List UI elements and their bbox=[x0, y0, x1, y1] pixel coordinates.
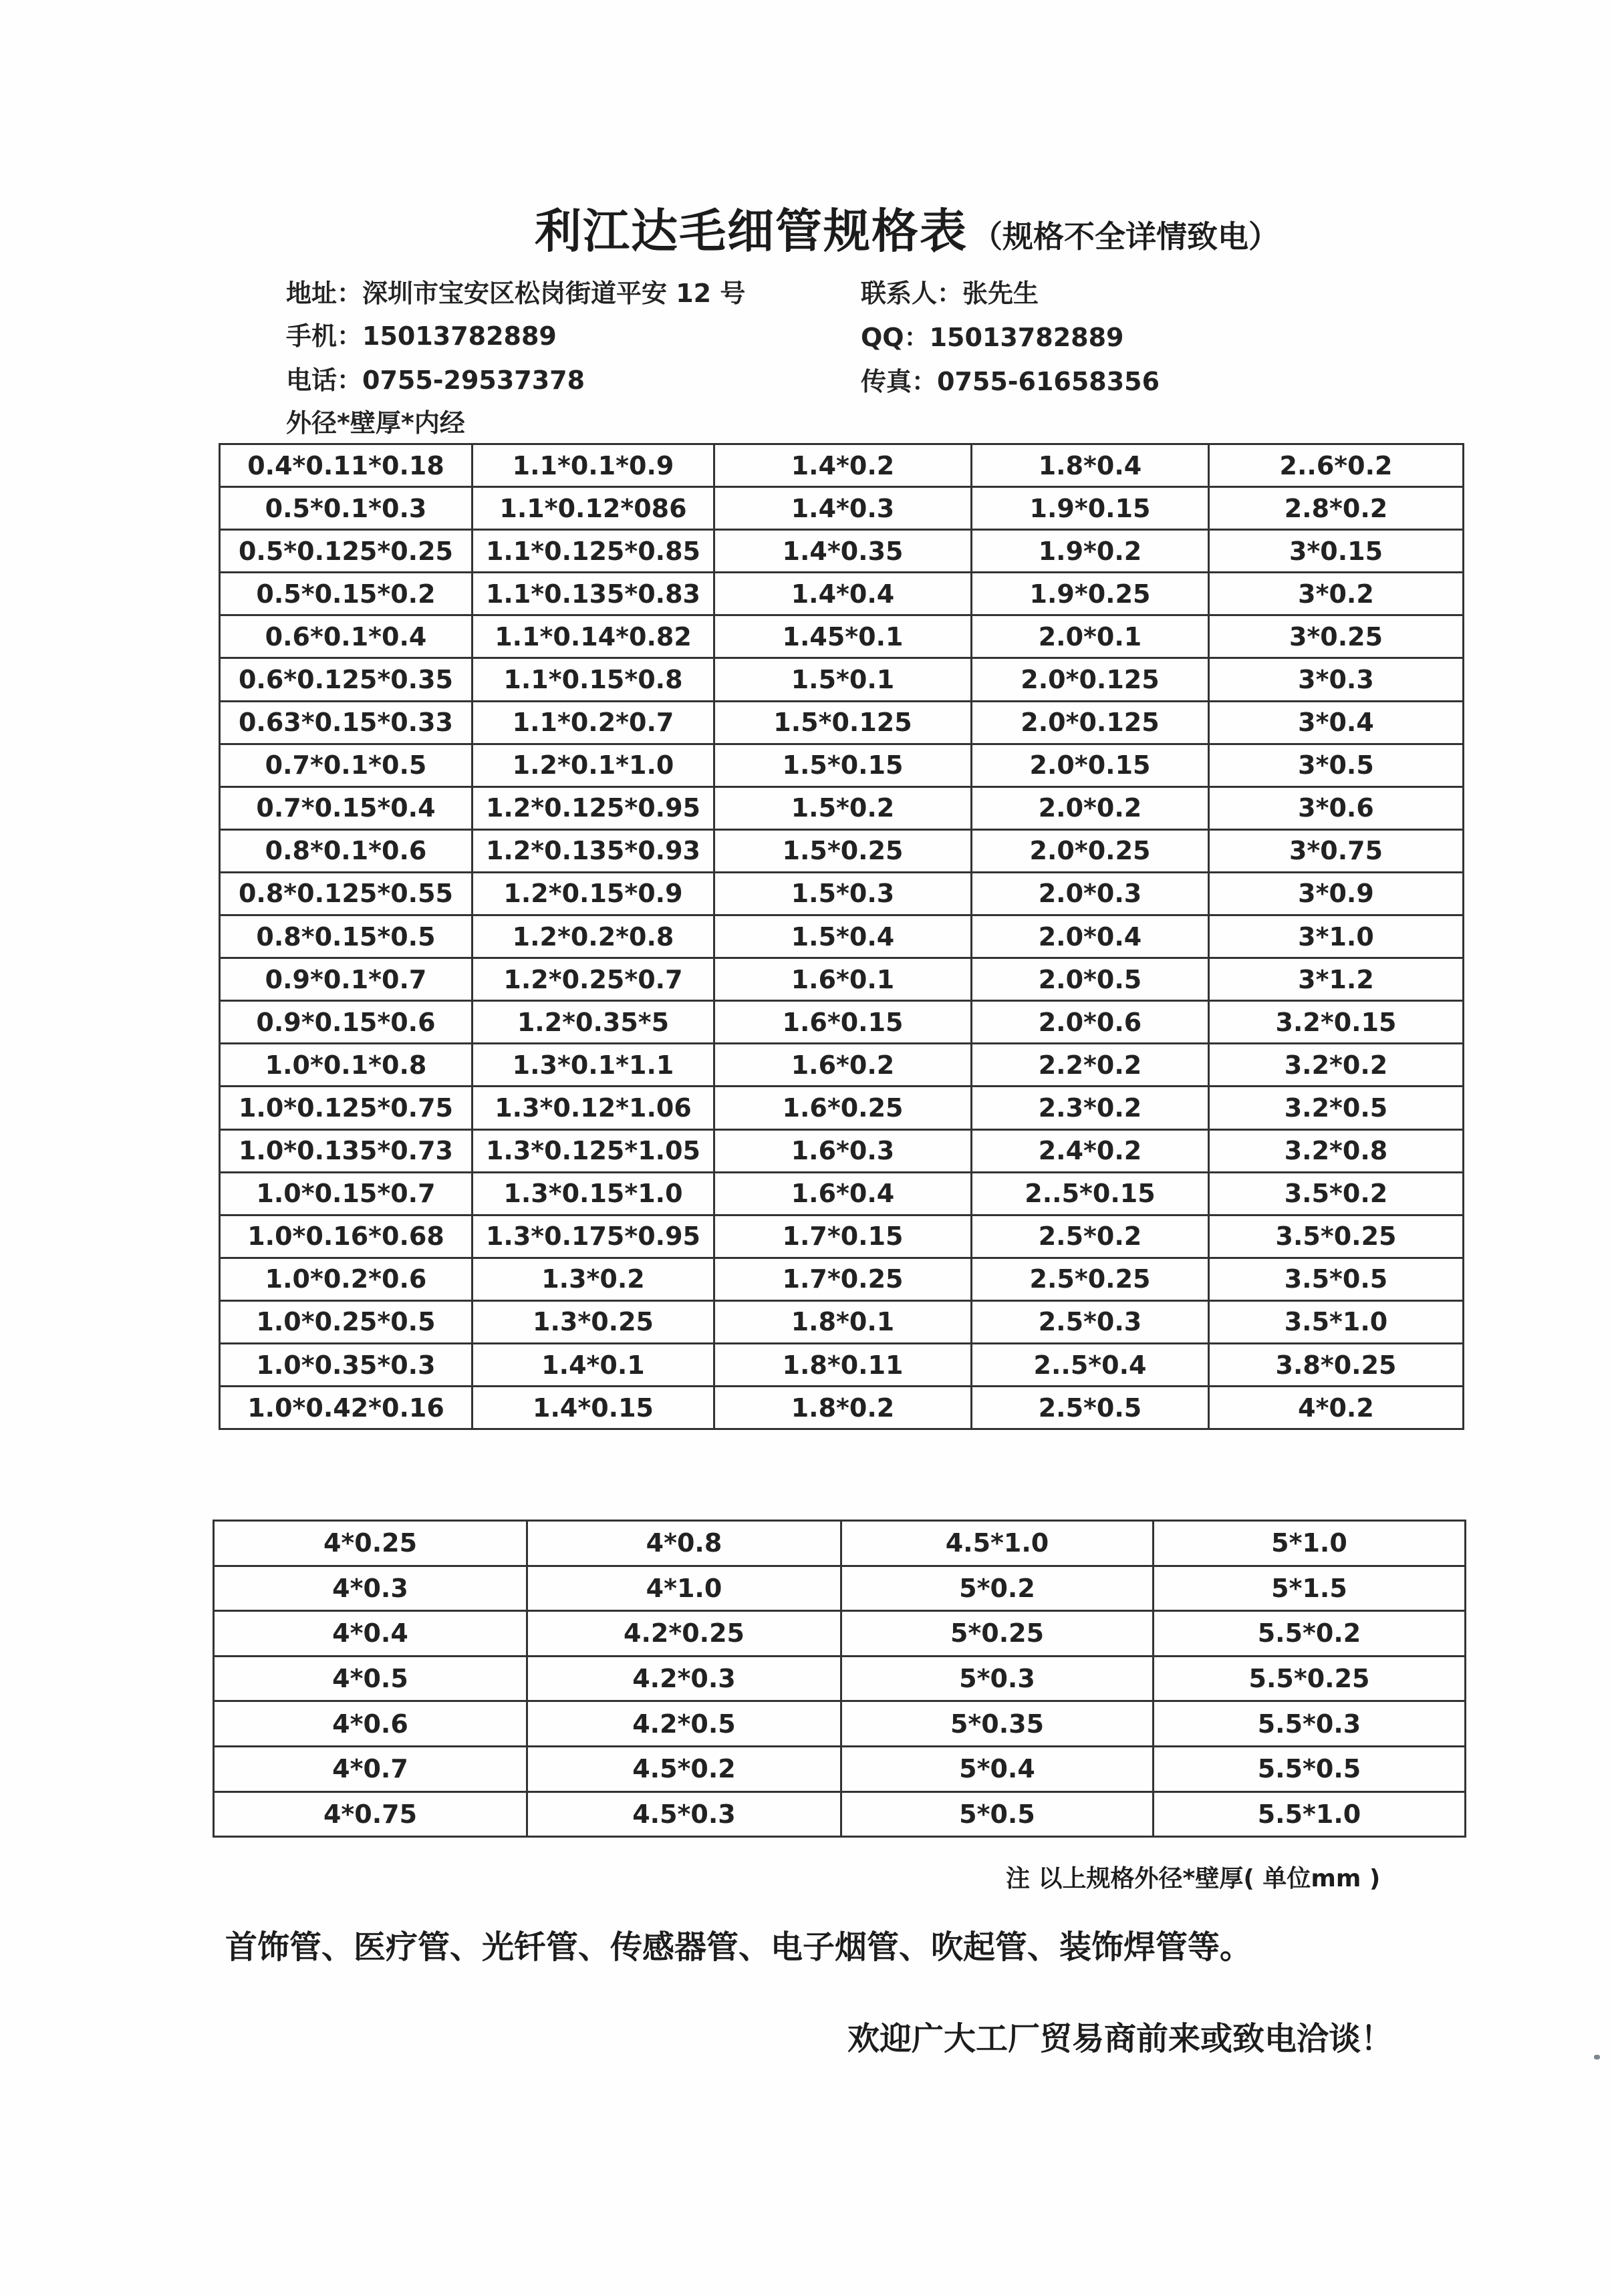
table-cell: 1.1*0.15*0.8 bbox=[473, 658, 714, 701]
qq-text: QQ：15013782889 bbox=[861, 323, 1124, 352]
table-cell: 1.2*0.25*0.7 bbox=[473, 958, 714, 1001]
table-cell: 1.8*0.2 bbox=[714, 1387, 972, 1429]
table-cell: 3.5*0.25 bbox=[1209, 1215, 1464, 1258]
table-caption: 外径*壁厚*内经 bbox=[286, 408, 465, 438]
table-cell: 1.4*0.1 bbox=[473, 1343, 714, 1386]
table-cell: 3.5*0.2 bbox=[1209, 1172, 1464, 1215]
table-cell: 1.2*0.135*0.93 bbox=[473, 829, 714, 872]
table-cell: 3*0.5 bbox=[1209, 744, 1464, 786]
table-cell: 2.0*0.15 bbox=[972, 744, 1209, 786]
table-cell: 4*0.3 bbox=[214, 1566, 527, 1611]
table-cell: 1.3*0.2 bbox=[473, 1258, 714, 1300]
fax-text: 传真：0755-61658356 bbox=[861, 367, 1160, 396]
table-cell: 1.4*0.3 bbox=[714, 487, 972, 530]
table-cell: 5*1.0 bbox=[1154, 1521, 1466, 1566]
table-cell: 1.4*0.15 bbox=[473, 1387, 714, 1429]
table-row bbox=[220, 1215, 1464, 1258]
table-cell: 1.5*0.3 bbox=[714, 872, 972, 915]
phone-text: 电话：0755-29537378 bbox=[286, 366, 585, 395]
table-cell: 1.9*0.15 bbox=[972, 487, 1209, 530]
table-cell: 2.0*0.1 bbox=[972, 615, 1209, 658]
table-cell: 0.8*0.1*0.6 bbox=[220, 829, 473, 872]
table-cell: 5.5*0.2 bbox=[1154, 1611, 1466, 1657]
table-cell: 1.3*0.125*1.05 bbox=[473, 1129, 714, 1172]
product-types: 首饰管、医疗管、光钎管、传感器管、电子烟管、吹起管、装饰焊管等。 bbox=[225, 1928, 1252, 1966]
table-row bbox=[220, 701, 1464, 744]
table-cell: 3.5*1.0 bbox=[1209, 1300, 1464, 1343]
table-cell: 1.4*0.35 bbox=[714, 530, 972, 573]
table-cell: 2..5*0.4 bbox=[972, 1343, 1209, 1386]
table-row bbox=[220, 1300, 1464, 1343]
table-cell: 1.1*0.135*0.83 bbox=[473, 573, 714, 615]
table-cell: 1.3*0.12*1.06 bbox=[473, 1087, 714, 1129]
table-row bbox=[220, 658, 1464, 701]
table-row bbox=[220, 829, 1464, 872]
table-cell: 2.0*0.3 bbox=[972, 872, 1209, 915]
table-cell: 1.5*0.4 bbox=[714, 915, 972, 958]
table-cell: 1.2*0.2*0.8 bbox=[473, 915, 714, 958]
table-row bbox=[214, 1611, 1466, 1657]
table-cell: 3.2*0.15 bbox=[1209, 1001, 1464, 1044]
table-cell: 0.9*0.15*0.6 bbox=[220, 1001, 473, 1044]
table-cell: 2..5*0.15 bbox=[972, 1172, 1209, 1215]
table-cell: 3*1.2 bbox=[1209, 958, 1464, 1001]
table-cell: 2.5*0.3 bbox=[972, 1300, 1209, 1343]
table-cell: 1.0*0.35*0.3 bbox=[220, 1343, 473, 1386]
table-cell: 5.5*0.25 bbox=[1154, 1656, 1466, 1701]
table-cell: 1.2*0.35*5 bbox=[473, 1001, 714, 1044]
table-cell: 1.5*0.2 bbox=[714, 786, 972, 829]
table-cell: 0.8*0.125*0.55 bbox=[220, 872, 473, 915]
table-cell: 0.6*0.1*0.4 bbox=[220, 615, 473, 658]
table-row bbox=[220, 872, 1464, 915]
table-cell: 4.2*0.25 bbox=[527, 1611, 841, 1657]
table-cell: 1.3*0.15*1.0 bbox=[473, 1172, 714, 1215]
table-cell: 1.1*0.125*0.85 bbox=[473, 530, 714, 573]
table-row bbox=[214, 1566, 1466, 1611]
table-cell: 4*0.4 bbox=[214, 1611, 527, 1657]
table-cell: 4.5*0.3 bbox=[527, 1791, 841, 1837]
table-cell: 1.6*0.2 bbox=[714, 1044, 972, 1087]
table-cell: 0.5*0.15*0.2 bbox=[220, 573, 473, 615]
spec-table-large-body bbox=[214, 1521, 1466, 1837]
table-cell: 1.0*0.125*0.75 bbox=[220, 1087, 473, 1129]
table-row bbox=[220, 487, 1464, 530]
page-title: 利江达毛细管规格表 bbox=[535, 204, 968, 259]
table-cell: 1.7*0.15 bbox=[714, 1215, 972, 1258]
table-cell: 4.5*0.2 bbox=[527, 1746, 841, 1791]
table-cell: 1.1*0.1*0.9 bbox=[473, 444, 714, 487]
table-row bbox=[220, 958, 1464, 1001]
table-cell: 0.7*0.15*0.4 bbox=[220, 786, 473, 829]
table-row bbox=[220, 1044, 1464, 1087]
table-row bbox=[220, 615, 1464, 658]
table-cell: 4*0.7 bbox=[214, 1746, 527, 1791]
contact-person-text: 联系人：张先生 bbox=[861, 279, 1039, 308]
table-cell: 1.1*0.12*086 bbox=[473, 487, 714, 530]
table-cell: 3*0.25 bbox=[1209, 615, 1464, 658]
table-cell: 4.2*0.3 bbox=[527, 1656, 841, 1701]
table-cell: 5*0.3 bbox=[841, 1656, 1154, 1701]
table-cell: 4.5*1.0 bbox=[841, 1521, 1154, 1566]
table-cell: 0.5*0.1*0.3 bbox=[220, 487, 473, 530]
table-cell: 2.5*0.25 bbox=[972, 1258, 1209, 1300]
table-row bbox=[220, 1172, 1464, 1215]
table-cell: 3*0.3 bbox=[1209, 658, 1464, 701]
table-row bbox=[220, 1001, 1464, 1044]
table-cell: 1.6*0.15 bbox=[714, 1001, 972, 1044]
table-cell: 4*0.2 bbox=[1209, 1387, 1464, 1429]
table-row bbox=[220, 786, 1464, 829]
table-cell: 4*0.5 bbox=[214, 1656, 527, 1701]
table-cell: 1.4*0.2 bbox=[714, 444, 972, 487]
spec-table-main bbox=[219, 443, 1464, 1430]
table-cell: 5*0.2 bbox=[841, 1566, 1154, 1611]
table-cell: 0.5*0.125*0.25 bbox=[220, 530, 473, 573]
table-cell: 2.5*0.2 bbox=[972, 1215, 1209, 1258]
table-cell: 1.8*0.4 bbox=[972, 444, 1209, 487]
table-cell: 1.0*0.25*0.5 bbox=[220, 1300, 473, 1343]
table-cell: 1.0*0.1*0.8 bbox=[220, 1044, 473, 1087]
table-cell: 4*0.25 bbox=[214, 1521, 527, 1566]
table-row bbox=[220, 1343, 1464, 1386]
table-cell: 0.63*0.15*0.33 bbox=[220, 701, 473, 744]
table-row bbox=[220, 530, 1464, 573]
table-cell: 1.6*0.1 bbox=[714, 958, 972, 1001]
table-cell: 0.6*0.125*0.35 bbox=[220, 658, 473, 701]
table-cell: 1.3*0.25 bbox=[473, 1300, 714, 1343]
table-cell: 1.8*0.1 bbox=[714, 1300, 972, 1343]
table-cell: 0.7*0.1*0.5 bbox=[220, 744, 473, 786]
table-cell: 0.4*0.11*0.18 bbox=[220, 444, 473, 487]
mobile-text: 手机：15013782889 bbox=[286, 321, 557, 351]
table-cell: 2..6*0.2 bbox=[1209, 444, 1464, 487]
table-row bbox=[220, 744, 1464, 786]
table-cell: 3*1.0 bbox=[1209, 915, 1464, 958]
table-cell: 1.4*0.4 bbox=[714, 573, 972, 615]
welcome-message: 欢迎广大工厂贸易商前来或致电洽谈！ bbox=[847, 2020, 1393, 2057]
table-cell: 1.1*0.2*0.7 bbox=[473, 701, 714, 744]
table-cell: 5*0.4 bbox=[841, 1746, 1154, 1791]
table-cell: 5*0.35 bbox=[841, 1701, 1154, 1747]
table-cell: 3.2*0.8 bbox=[1209, 1129, 1464, 1172]
table-row bbox=[214, 1746, 1466, 1791]
table-cell: 2.0*0.2 bbox=[972, 786, 1209, 829]
table-row bbox=[214, 1656, 1466, 1701]
table-cell: 1.3*0.1*1.1 bbox=[473, 1044, 714, 1087]
table-cell: 2.0*0.125 bbox=[972, 658, 1209, 701]
table-cell: 1.45*0.1 bbox=[714, 615, 972, 658]
table-cell: 2.0*0.5 bbox=[972, 958, 1209, 1001]
table-cell: 1.0*0.15*0.7 bbox=[220, 1172, 473, 1215]
spec-table-main-body bbox=[220, 444, 1464, 1429]
table-cell: 2.0*0.6 bbox=[972, 1001, 1209, 1044]
table-row bbox=[214, 1521, 1466, 1566]
table-cell: 2.5*0.5 bbox=[972, 1387, 1209, 1429]
table-row bbox=[220, 1387, 1464, 1429]
table-cell: 1.9*0.2 bbox=[972, 530, 1209, 573]
table-cell: 1.6*0.4 bbox=[714, 1172, 972, 1215]
table-cell: 3*0.2 bbox=[1209, 573, 1464, 615]
spec-table-large bbox=[213, 1520, 1466, 1838]
table-row bbox=[220, 1087, 1464, 1129]
table-cell: 5.5*0.3 bbox=[1154, 1701, 1466, 1747]
table-cell: 3.8*0.25 bbox=[1209, 1343, 1464, 1386]
table-cell: 2.2*0.2 bbox=[972, 1044, 1209, 1087]
table-cell: 3*0.6 bbox=[1209, 786, 1464, 829]
table-cell: 2.0*0.4 bbox=[972, 915, 1209, 958]
table-cell: 2.3*0.2 bbox=[972, 1087, 1209, 1129]
table-row bbox=[214, 1791, 1466, 1837]
table-cell: 1.6*0.3 bbox=[714, 1129, 972, 1172]
table-cell: 3*0.9 bbox=[1209, 872, 1464, 915]
table-cell: 4*0.6 bbox=[214, 1701, 527, 1747]
table-cell: 3.2*0.5 bbox=[1209, 1087, 1464, 1129]
table-cell: 5*0.5 bbox=[841, 1791, 1154, 1837]
table-cell: 3*0.75 bbox=[1209, 829, 1464, 872]
table-cell: 3*0.15 bbox=[1209, 530, 1464, 573]
table-cell: 1.0*0.16*0.68 bbox=[220, 1215, 473, 1258]
table-cell: 1.1*0.14*0.82 bbox=[473, 615, 714, 658]
table-cell: 4*0.8 bbox=[527, 1521, 841, 1566]
table-cell: 3.2*0.2 bbox=[1209, 1044, 1464, 1087]
table-cell: 1.6*0.25 bbox=[714, 1087, 972, 1129]
table-cell: 1.8*0.11 bbox=[714, 1343, 972, 1386]
table-row bbox=[220, 915, 1464, 958]
table-row bbox=[220, 573, 1464, 615]
table-cell: 1.0*0.2*0.6 bbox=[220, 1258, 473, 1300]
title-row bbox=[535, 194, 1279, 261]
table-cell: 1.5*0.125 bbox=[714, 701, 972, 744]
table-cell: 1.5*0.15 bbox=[714, 744, 972, 786]
table-cell: 1.2*0.125*0.95 bbox=[473, 786, 714, 829]
table-cell: 5*1.5 bbox=[1154, 1566, 1466, 1611]
table-cell: 1.2*0.15*0.9 bbox=[473, 872, 714, 915]
table-cell: 3*0.4 bbox=[1209, 701, 1464, 744]
scan-speck bbox=[1594, 2055, 1600, 2059]
table-cell: 1.5*0.1 bbox=[714, 658, 972, 701]
table-cell: 0.8*0.15*0.5 bbox=[220, 915, 473, 958]
table-cell: 4*1.0 bbox=[527, 1566, 841, 1611]
address-text: 地址：深圳市宝安区松岗街道平安 12 号 bbox=[286, 279, 746, 308]
table-cell: 1.2*0.1*1.0 bbox=[473, 744, 714, 786]
table-row bbox=[220, 1129, 1464, 1172]
table-cell: 4.2*0.5 bbox=[527, 1701, 841, 1747]
table-cell: 2.4*0.2 bbox=[972, 1129, 1209, 1172]
page-subtitle: （规格不全详情致电） bbox=[972, 219, 1279, 255]
table-row bbox=[214, 1701, 1466, 1747]
table-cell: 1.3*0.175*0.95 bbox=[473, 1215, 714, 1258]
table-cell: 1.9*0.25 bbox=[972, 573, 1209, 615]
table-cell: 1.0*0.42*0.16 bbox=[220, 1387, 473, 1429]
table-cell: 2.0*0.125 bbox=[972, 701, 1209, 744]
unit-note: 注 以上规格外径*壁厚( 单位mm ) bbox=[1006, 1865, 1381, 1892]
table-cell: 5*0.25 bbox=[841, 1611, 1154, 1657]
table-row bbox=[220, 1258, 1464, 1300]
table-cell: 2.8*0.2 bbox=[1209, 487, 1464, 530]
table-cell: 5.5*1.0 bbox=[1154, 1791, 1466, 1837]
table-cell: 1.5*0.25 bbox=[714, 829, 972, 872]
table-row bbox=[220, 444, 1464, 487]
table-cell: 0.9*0.1*0.7 bbox=[220, 958, 473, 1001]
table-cell: 4*0.75 bbox=[214, 1791, 527, 1837]
table-cell: 1.0*0.135*0.73 bbox=[220, 1129, 473, 1172]
table-cell: 5.5*0.5 bbox=[1154, 1746, 1466, 1791]
table-cell: 2.0*0.25 bbox=[972, 829, 1209, 872]
table-cell: 3.5*0.5 bbox=[1209, 1258, 1464, 1300]
table-cell: 1.7*0.25 bbox=[714, 1258, 972, 1300]
